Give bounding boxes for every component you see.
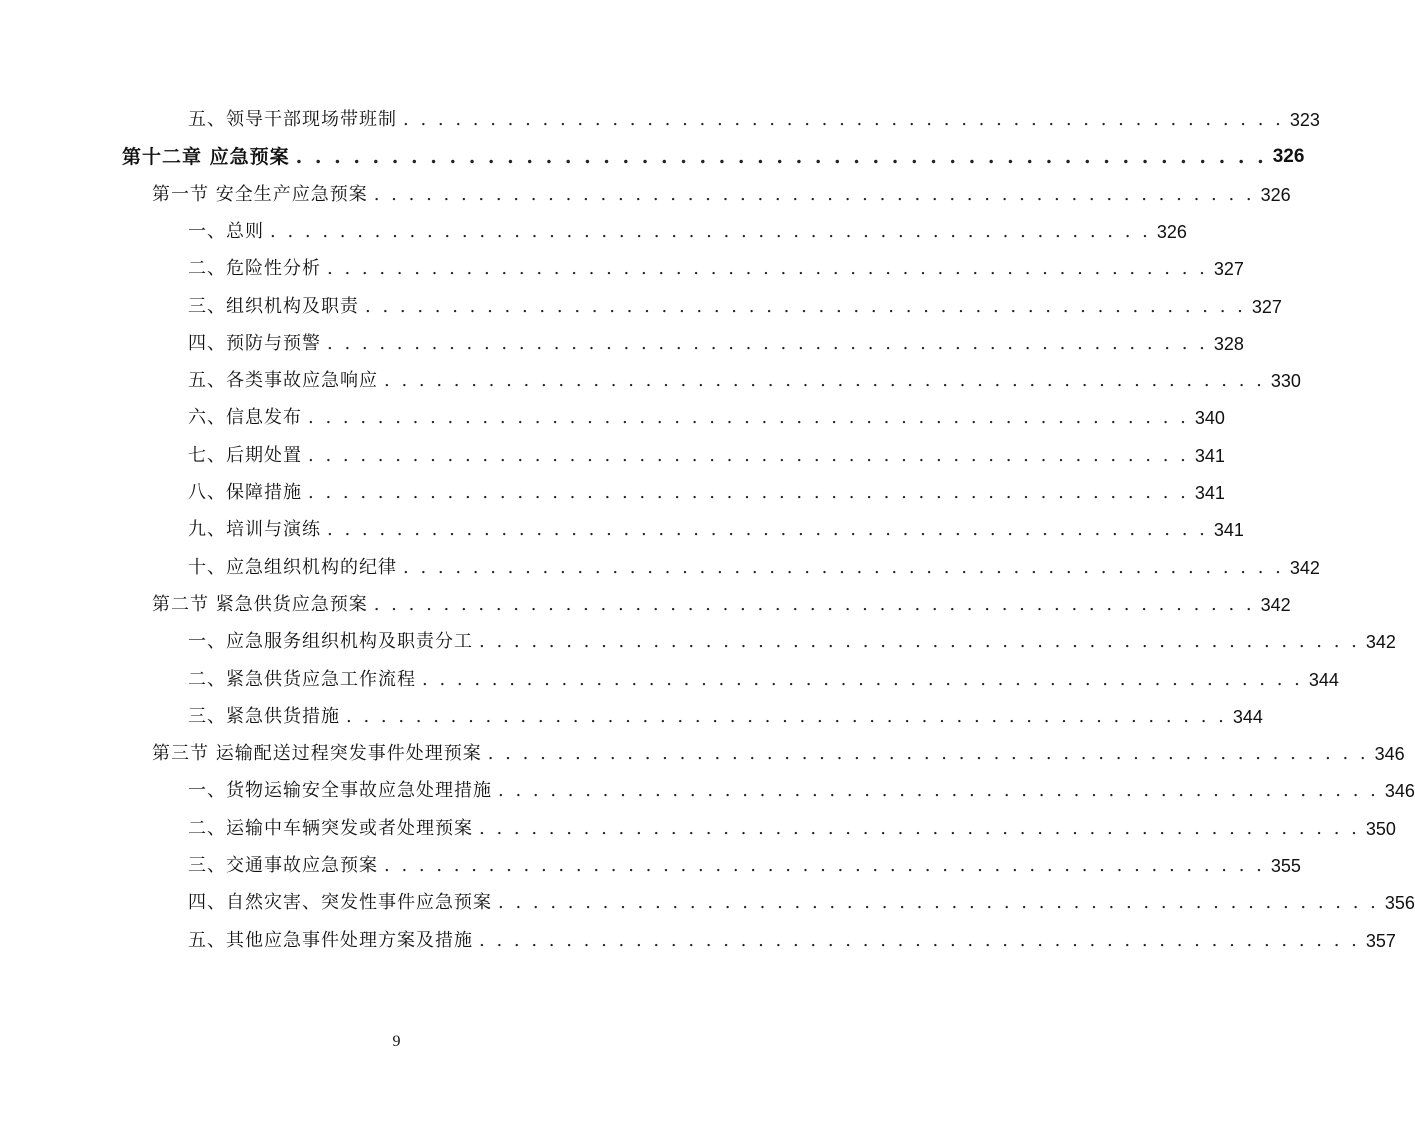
toc-entry-label: 五、领导干部现场带班制 [188,109,397,130]
dot-leader: . . . . . . . . . . . . . . . . . . . . . . . . . . . . . . . . . . . . . . . . . . . . . . . . . . . [384,370,1265,392]
toc-entry-label: 三、交通事故应急预案 [188,855,378,876]
toc-entry-page: 326 [1272,146,1305,168]
toc-entry-page: 341 [1194,483,1225,503]
toc-entry-label: 四、预防与预警 [188,332,321,354]
toc-entry-section[interactable] [152,735,1405,765]
toc-entry-item[interactable] [188,250,1244,280]
dot-leader: . . . . . . . . . . . . . . . . . . . . . . . . . . . . . . . . . . . . . . . . . . . . . . . . . . . [479,631,1360,653]
dot-leader: . . . . . . . . . . . . . . . . . . . . . . . . . . . . . . . . . . . . . . . . . . . . . . . . . . . [403,556,1284,578]
dot-leader: . . . . . . . . . . . . . . . . . . . . . . . . . . . . . . . . . . . . . . . . . . . . . . . . . . . [498,780,1379,802]
toc-entry-item[interactable] [188,623,1396,653]
toc-entry-page: 350 [1365,818,1396,839]
toc-entry-label: 五、其他应急事件处理方案及措施 [188,929,473,951]
toc-entry-section[interactable] [152,176,1291,206]
dot-leader: . . . . . . . . . . . . . . . . . . . . . . . . . . . . . . . . . . . . . . . . . . . . . . . . . . . [308,444,1189,466]
toc-entry-item[interactable] [188,325,1244,355]
toc-entry-label: 一、应急服务组织机构及职责分工 [188,631,473,653]
toc-entry-label: 第三节 运输配送过程突发事件处理预案 [152,743,482,765]
toc-entry-label: 九、培训与演练 [188,519,321,541]
dot-leader: . . . . . . . . . . . . . . . . . . . . . . . . . . . . . . . . . . . . . . . . . . . . . . . . . . . [373,183,1255,205]
dot-leader: . . . . . . . . . . . . . . . . . . . . . . . . . . . . . . . . . . . . . . . . . . . . . . . . . . . [308,407,1189,429]
dot-leader: . . . . . . . . . . . . . . . . . . . . . . . . . . . . . . . . . . . . . . . . . . . . . . . . . . . [422,668,1303,690]
toc-entry-page: 327 [1213,259,1244,280]
toc-entry-page: 344 [1232,706,1263,727]
toc-entry-item[interactable] [188,847,1301,877]
dot-leader: . . . . . . . . . . . . . . . . . . . . . . . . . . . . . . . . . . . . . . . . . . . . . . . . . . . [327,258,1208,280]
toc-entry-item[interactable] [188,698,1263,728]
toc-entry-label: 三、紧急供货措施 [188,705,340,727]
toc-entry-item[interactable] [188,399,1225,429]
toc-entry-label: 一、总则 [188,220,264,242]
toc-entry-label: 二、紧急供货应急工作流程 [188,668,416,690]
toc-entry-item[interactable] [188,810,1396,840]
toc-entry-item[interactable] [188,772,1415,802]
toc-entry-page: 346 [1384,781,1415,802]
toc-entry-label: 第一节 安全生产应急预案 [152,183,368,205]
toc-entry-page: 323 [1289,110,1320,130]
toc-entry-page: 340 [1194,408,1225,429]
toc-entry-page: 341 [1194,445,1225,466]
toc-entry-label: 二、危险性分析 [188,258,321,280]
toc-entry-label: 六、信息发布 [188,407,302,429]
toc-entry-item[interactable] [188,884,1415,914]
toc-entry-page: 341 [1213,520,1244,541]
dot-leader: . . . . . . . . . . . . . . . . . . . . . . . . . . . . . . . . . . . . . . . . . . . . . . . . . . . [403,109,1284,130]
toc-entry-label: 一、货物运输安全事故应急处理措施 [188,780,492,802]
toc-entry-item[interactable] [188,661,1339,691]
page-number: 9 [392,1033,401,1050]
toc-entry-section[interactable] [152,586,1291,616]
toc-entry-page: 342 [1260,594,1291,615]
dot-leader: . . . . . . . . . . . . . . . . . . . . . . . . . . . . . . . . . . . . . . . . . . . . . . . . . . . [479,817,1360,839]
toc-entry-label: 第二节 紧急供货应急预案 [152,593,368,615]
toc-entry-label: 二、运输中车辆突发或者处理预案 [188,817,473,839]
toc-entry-page: 357 [1365,930,1396,951]
toc-entry-label: 十、应急组织机构的纪律 [188,556,397,578]
dot-leader: . . . . . . . . . . . . . . . . . . . . . . . . . . . . . . . . . . . . . . . . . . . . . . . . . . . [365,295,1246,317]
toc-entry-chapter[interactable] [122,138,1305,169]
toc-entry-page: 355 [1270,856,1301,876]
dot-leader: . . . . . . . . . . . . . . . . . . . . . . . . . . . . . . . . . . . . . . . . . . . . . . . . . . . [308,482,1189,503]
toc-entry-item[interactable] [188,511,1244,541]
toc-entry-item[interactable] [188,474,1225,504]
dot-leader: . . . . . . . . . . . . . . . . . . . . . . . . . . . . . . . . . . . . . . . . . . . . . . . . . . . [346,705,1227,727]
toc-entry-page: 342 [1365,632,1396,653]
toc-entry-page: 327 [1251,296,1282,317]
toc-entry-item[interactable] [188,549,1320,579]
dot-leader: . . . . . . . . . . . . . . . . . . . . . . . . . . . . . . . . . . . . . . . . . . . . . . . . . . . [498,892,1379,914]
toc-entry-page: 356 [1384,893,1415,914]
toc-entry-page: 326 [1260,184,1291,205]
toc-entry-page: 344 [1308,669,1339,690]
toc-entry-label: 七、后期处置 [188,444,302,466]
toc-entry-item[interactable] [188,213,1187,243]
toc-entry-item[interactable] [188,922,1396,952]
toc-entry-page: 326 [1156,221,1187,242]
toc-entry-label: 三、组织机构及职责 [188,295,359,317]
dot-leader: . . . . . . . . . . . . . . . . . . . . . . . . . . . . . . . . . . . . . . . . . . . . . . . . . . . [487,743,1369,765]
toc-entry-item[interactable] [188,437,1225,467]
toc-entry-label: 五、各类事故应急响应 [188,370,378,392]
dot-leader: . . . . . . . . . . . . . . . . . . . . . . . . . . . . . . . . . . . . . . . . . . . . . . . . . . . [384,855,1265,876]
dot-leader: . . . . . . . . . . . . . . . . . . . . . . . . . . . . . . . . . . . . . . . . . . . . . . . . . . . [295,146,1267,169]
toc-entry-label: 四、自然灾害、突发性事件应急预案 [188,892,492,914]
dot-leader: . . . . . . . . . . . . . . . . . . . . . . . . . . . . . . . . . . . . . . . . . . . . . . . . . . . [327,519,1208,541]
dot-leader: . . . . . . . . . . . . . . . . . . . . . . . . . . . . . . . . . . . . . . . . . . . . . . . . . . . [270,220,1151,242]
dot-leader: . . . . . . . . . . . . . . . . . . . . . . . . . . . . . . . . . . . . . . . . . . . . . . . . . . . [479,929,1360,951]
toc-entry-page: 330 [1270,371,1301,392]
toc-entry-item[interactable] [188,288,1282,318]
toc-entry-page: 328 [1213,333,1244,354]
toc-entry-page: 342 [1289,557,1320,578]
toc-entry-page: 346 [1374,744,1405,765]
dot-leader: . . . . . . . . . . . . . . . . . . . . . . . . . . . . . . . . . . . . . . . . . . . . . . . . . . . [373,593,1255,615]
toc-entry-label: 八、保障措施 [188,482,302,503]
toc-entry-label: 第十二章 应急预案 [122,146,290,169]
toc-entry-item[interactable] [188,101,1320,131]
toc-entry-item[interactable] [188,362,1301,392]
dot-leader: . . . . . . . . . . . . . . . . . . . . . . . . . . . . . . . . . . . . . . . . . . . . . . . . . . . [327,332,1208,354]
